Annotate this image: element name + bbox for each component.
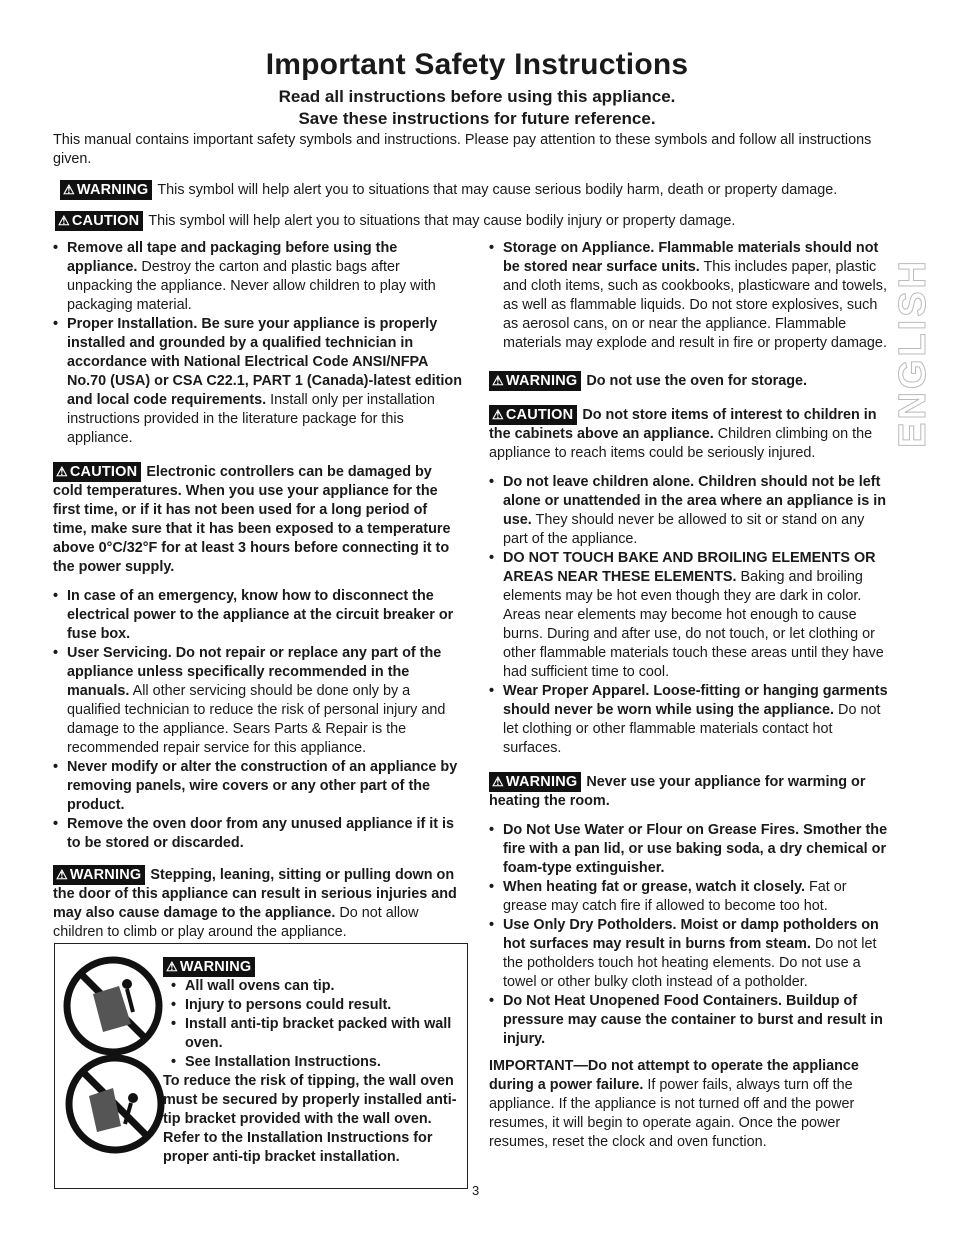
list-item: • Use Only Dry Potholders. Moist or damp potholders on hot surfaces may result in burns from steam. Do not let the potholders touch hot heating elements. Do not use a towel or other bulky cloth instead of a potholder. <box>489 916 889 992</box>
list-item: • Install anti-tip bracket packed with wall oven. <box>171 1015 467 1053</box>
warning-symbol-text: This symbol will help alert you to situations that may cause serious bodily harm, death or property damage. <box>157 182 838 198</box>
warning-badge: ⚠ WARNING <box>60 180 152 200</box>
caution-block: ⚠ CAUTION Electronic controllers can be damaged by cold temperatures. When you use your appliance for the first time, or if it has not been used for a long period of time, make sure that it has been exposed to a temperature above 0°C/32°F for at least 3 hours before connecting it to the power supply. <box>53 463 451 575</box>
list-item: • User Servicing. Do not repair or replace any part of the appliance unless specifically recommended in the manuals. All other servicing should be done only by a qualified technician to reduce the risk of personal injury and damage to the appliance. Sears Parts & Repair is the recommended repair service for this appliance. <box>53 644 463 758</box>
list-item: • When heating fat or grease, watch it closely. Fat or grease may catch fire if allowed to become too hot. <box>489 878 889 916</box>
oven-secured-prohibited-icon <box>63 1052 167 1156</box>
warning-badge: ⚠ WARNING <box>489 772 581 792</box>
list-item: • Injury to persons could result. <box>171 996 467 1015</box>
oven-tip-prohibited-icon <box>61 954 165 1058</box>
page-number: 3 <box>472 1183 480 1198</box>
warning-badge: ⚠ WARNING <box>53 865 145 885</box>
left-column <box>53 239 463 942</box>
subtitle-save: Save these instructions for future reference. <box>298 109 656 128</box>
alert-triangle-icon: ⚠ <box>56 867 68 882</box>
warning-storage: ⚠ WARNING Do not use the oven for storage. <box>489 371 889 391</box>
alert-triangle-icon: ⚠ <box>166 959 178 974</box>
anti-tip-warning-box <box>54 943 468 1189</box>
list-item: • Do Not Use Water or Flour on Grease Fires. Smother the fire with a pan lid, or use baking soda, a dry chemical or foam-type extinguisher. <box>489 821 889 878</box>
caution-badge: ⚠ CAUTION <box>55 211 143 231</box>
warning-block: ⚠ WARNING Stepping, leaning, sitting or pulling down on the door of this appliance can result in serious injuries and may also cause damage to the appliance. Do not allow children to climb or play around the appliance. <box>53 866 457 940</box>
list-item: • All wall ovens can tip. <box>171 977 467 996</box>
caution-children: ⚠ CAUTION Do not store items of interest to children in the cabinets above an appliance. Children climbing on the appliance to reach items could be seriously injured. <box>489 406 877 461</box>
list-item: • DO NOT TOUCH BAKE AND BROILING ELEMENTS OR AREAS NEAR THESE ELEMENTS. Baking and broiling elements may be hot even though they are dark in color. Areas near elements may become hot enough to cause burns. During and after use, do not touch, or let clothing or other flammable materials touch these areas until they have had sufficient time to cool. <box>489 549 889 682</box>
warning-heating: ⚠ WARNING Never use your appliance for warming or heating the room. <box>489 773 866 809</box>
tip-note: To reduce the risk of tipping, the wall oven must be secured by properly installed anti-tip bracket provided with the wall oven. Refer to the Installation Instructions for proper anti-tip bracket installation. <box>163 1073 457 1165</box>
list-item: • Do Not Heat Unopened Food Containers. Buildup of pressure may cause the container to burst and result in injury. <box>489 992 889 1049</box>
alert-triangle-icon: ⚠ <box>492 774 504 789</box>
list-item: • Storage on Appliance. Flammable materials should not be stored near surface units. This includes paper, plastic and cloth items, such as cookbooks, plasticware and towels, as well as flammable liquids. Do not store explosives, such as aerosol cans, on or near the appliance. Flammable materials may explode and result in fire or property damage. <box>489 239 889 353</box>
warning-symbol-row <box>60 180 837 200</box>
alert-triangle-icon: ⚠ <box>58 213 70 229</box>
list-item: • Wear Proper Apparel. Loose-fitting or hanging garments should never be worn while using the appliance. Do not let clothing or other flammable materials contact hot surfaces. <box>489 682 889 758</box>
intro-paragraph: This manual contains important safety symbols and instructions. Please pay attention to these symbols and follow all instructions given. <box>53 132 872 167</box>
caution-symbol-row <box>55 211 735 231</box>
list-item: • Proper Installation. Be sure your appliance is properly installed and grounded by a qualified technician in accordance with National Electrical Code ANSI/NFPA No.70 (USA) or CSA C22.1, PART 1 (Canada)-latest edition and local code requirements. Install only per installation instructions provided in the literature package for this appliance. <box>53 315 463 448</box>
list-item: • Never modify or alter the construction of an appliance by removing panels, wire covers or any other part of the product. <box>53 758 463 815</box>
alert-triangle-icon: ⚠ <box>492 407 504 422</box>
alert-triangle-icon: ⚠ <box>56 464 68 479</box>
alert-triangle-icon: ⚠ <box>63 182 75 198</box>
caution-symbol-text: This symbol will help alert you to situations that may cause bodily injury or property damage. <box>148 213 736 229</box>
list-item: • See Installation Instructions. <box>171 1053 467 1072</box>
subtitle-read: Read all instructions before using this appliance. <box>278 87 676 106</box>
warning-badge: ⚠ WARNING <box>489 371 581 391</box>
right-column <box>489 239 889 1152</box>
caution-badge: ⚠ CAUTION <box>489 405 577 425</box>
important-note: IMPORTANT—Do not attempt to operate the appliance during a power failure. If power fails, always turn off the appliance. If the appliance is not turned off and the power resumes, it will begin to operate again. Once the power resumes, reset the clock and oven function. <box>489 1058 859 1150</box>
list-item: • Do not leave children alone. Children should not be left alone or unattended in the area where an appliance is in use. They should never be allowed to sit or stand on any part of the appliance. <box>489 473 889 549</box>
page-title: Important Safety Instructions <box>265 48 689 81</box>
list-item: • In case of an emergency, know how to disconnect the electrical power to the appliance at the circuit breaker or fuse box. <box>53 587 463 644</box>
alert-triangle-icon: ⚠ <box>492 373 504 388</box>
warning-badge: ⚠ WARNING <box>163 957 255 977</box>
language-side-tab: ENGLISH <box>892 258 934 448</box>
list-item: • Remove all tape and packaging before using the appliance. Destroy the carton and plastic bags after unpacking the appliance. Never allow children to play with packaging material. <box>53 239 463 315</box>
tip-list <box>171 977 467 1072</box>
caution-badge: ⚠ CAUTION <box>53 462 141 482</box>
list-item: • Remove the oven door from any unused appliance if it is to be stored or discarded. <box>53 815 463 853</box>
